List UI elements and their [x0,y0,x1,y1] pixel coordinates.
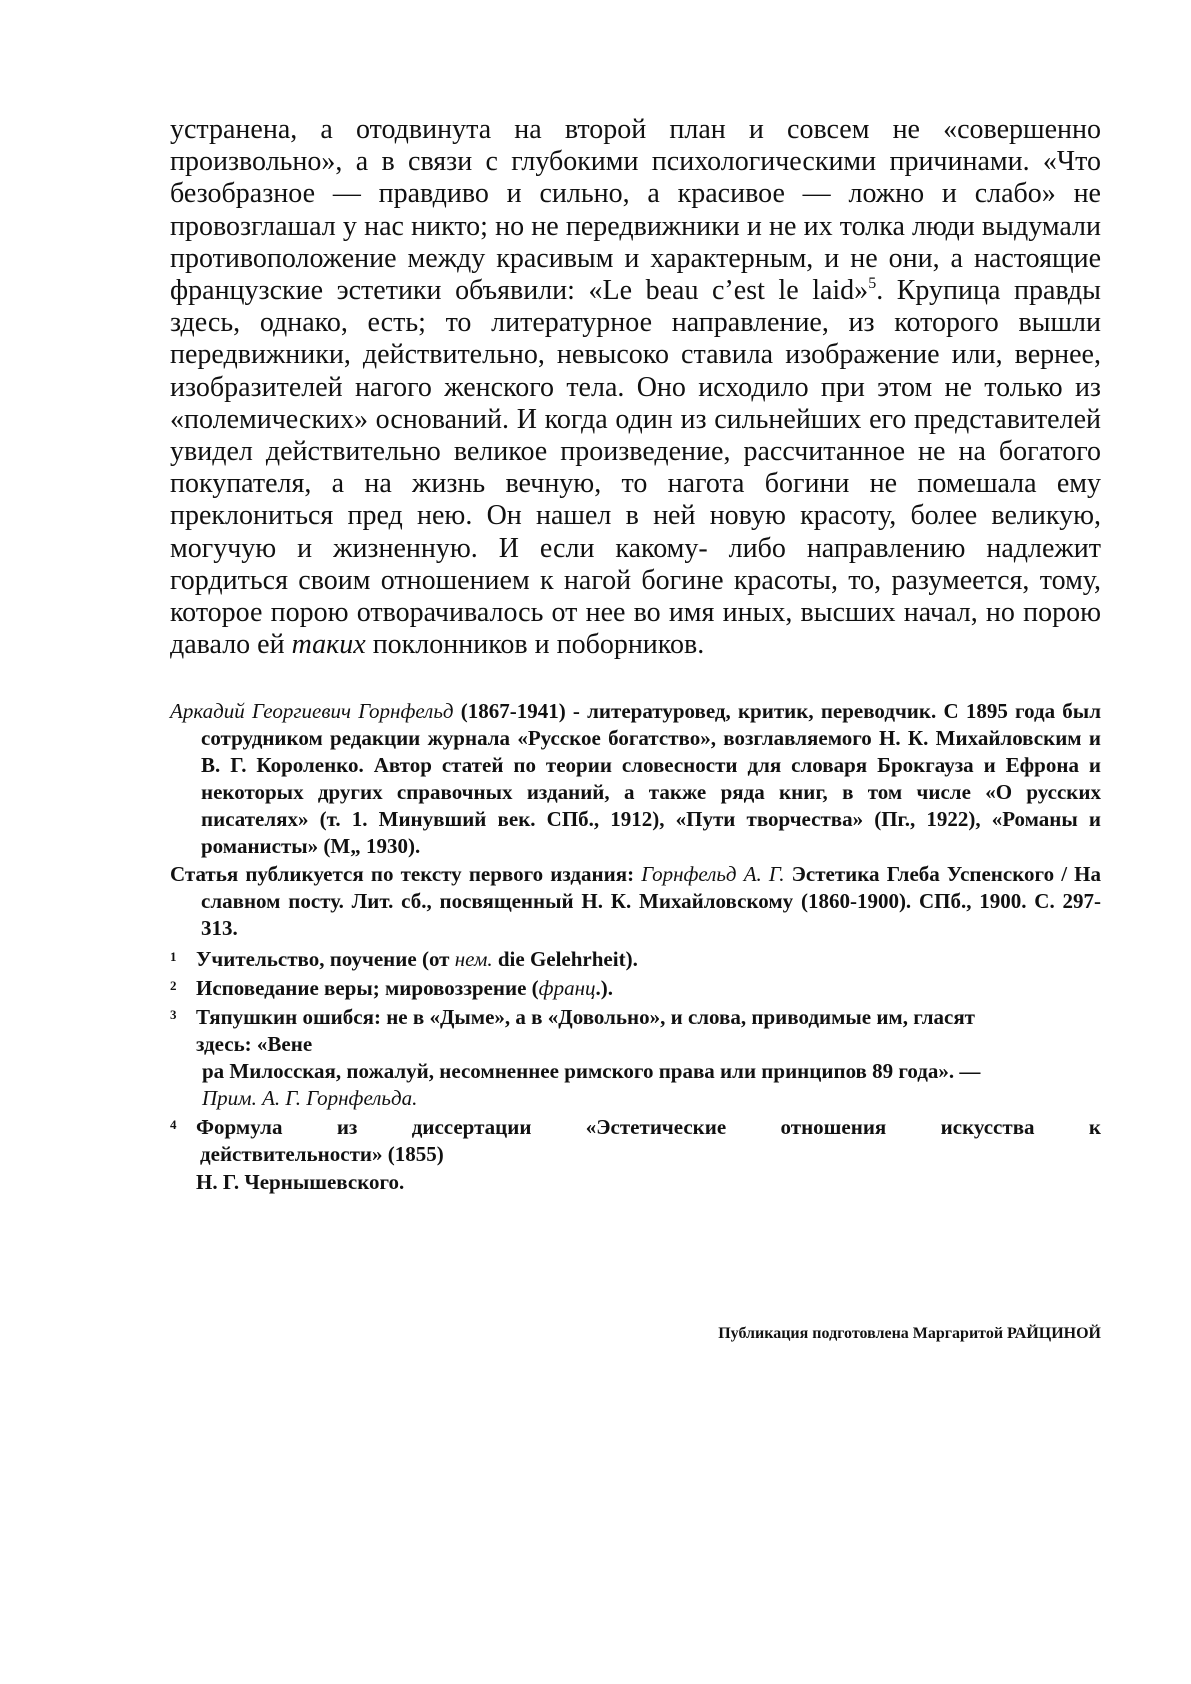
footnote-3-attribution: Прим. А. Г. Горнфельда. [202,1086,418,1110]
footnote-1-text-a: Учительство, поучение (от [196,947,455,971]
main-text-part-2: . Крупица правды здесь, однако, есть; то литературное направление, из которого вышли передвижники, действительно, невысоко ставила изображение или, вернее, изобразителей нагого женского тела. Оно исходило при этом не только из «полемических» оснований. И когда один из сильнейших его представителей увидел действительно великое произведение, рассчитанное не на богатого покупателя, а на жизнь вечную, то нагота богини не помешала ему преклониться пред нею. Он нашел в ней новую красоту, более великую, могучую и жизненную. И если какому- либо направлению надлежит гордиться своим отношением к нагой богине красоты, то, разумеется, тому, которое порою отворачивалось от нее во имя иных, высших начал, но порою давало ей [170,275,1101,661]
footnote-1 [170,946,1101,973]
footnote-2 [170,975,1101,1002]
source-text-2: Эстетика Глеба Успенского / На славном посту. Лит. сб., посвященный Н. К. Михайловскому (1860-1900). СПб., 1900. С. 297-313. [201,862,1102,940]
notes-section [170,698,1101,1196]
footnote-mark-1: 1 [170,949,177,964]
footnote-4-line-1: Формула из диссертации «Эстетические отношения искусства к [196,1115,1101,1139]
footnote-1-italic: нем. [454,947,493,971]
footnote-1-text-b: die Gelehrheit). [492,947,638,971]
footnote-3 [170,1004,1101,1112]
footnote-3-line-1: Тяпушкин ошибся: не в «Дыме», а в «Довольно», и слова, приводимые им, гласят [196,1005,975,1029]
footnote-mark-3: 3 [170,1007,177,1022]
author-bio: (1867-1941) - литературовед, критик, переводчик. С 1895 года был сотрудником редакции журнала «Русское богатство», возглавляемого Н. К. Михайловским и В. Г. Короленко. Автор статей по теории словесности для словаря Брокгауза и Ефрона и некоторых других справочных изданий, а также ряда книг, в том числе «О русских писателях» (т. 1. Минувший век. СПб., 1912), «Пути творчества» (Пг., 1922), «Романы и романисты» (М„ 1930). [201,699,1101,858]
publication-credit: Публикация подготовлена Маргаритой РАЙЦИНОЙ [718,1325,1101,1342]
main-paragraph [170,114,1101,661]
footnote-ref-5: 5 [868,275,877,293]
footnote-3-line-3: ра Милосская, пожалуй, несомненнее римского права или принципов 89 года». — [202,1059,981,1083]
main-text-part-1: устранена, а отодвинута на второй план и совсем не «совершенно произвольно», а в связи с глубокими психологическими причинами. «Что безобразное — правдиво и сильно, а красивое — ложно и слабо» не провозглашал у нас никто; но не передвижники и не их толка люди выдумали противоположение между красивым и характерным, и не они, а настоящие французские эстетики объявили: «Le beau c’est le laid» [170,114,1101,307]
footnote-2-text-b: .). [595,976,613,1000]
author-name: Аркадий Георгиевич Горнфельд [170,699,454,723]
main-text-part-3: поклонников и поборников. [365,629,705,661]
footnote-mark-4: 4 [170,1117,177,1132]
source-text-1: Статья публикуется по тексту первого издания: [170,862,642,886]
footnote-3-line-2: здесь: «Вене [196,1032,313,1056]
author-note [170,698,1101,860]
footnote-4-line-2: действительности» (1855) [200,1142,444,1166]
source-note [170,861,1101,942]
footnote-4-signature: Н. Г. Чернышевского. [196,1170,405,1194]
footnote-2-text-a: Исповедание веры; мировоззрение ( [196,976,539,1000]
footnote-4 [170,1114,1101,1196]
source-author: Горнфельд А. Г. [641,862,785,886]
footnote-2-italic: франц [538,976,596,1000]
italic-word: таких [291,629,366,661]
footnote-mark-2: 2 [170,978,177,993]
